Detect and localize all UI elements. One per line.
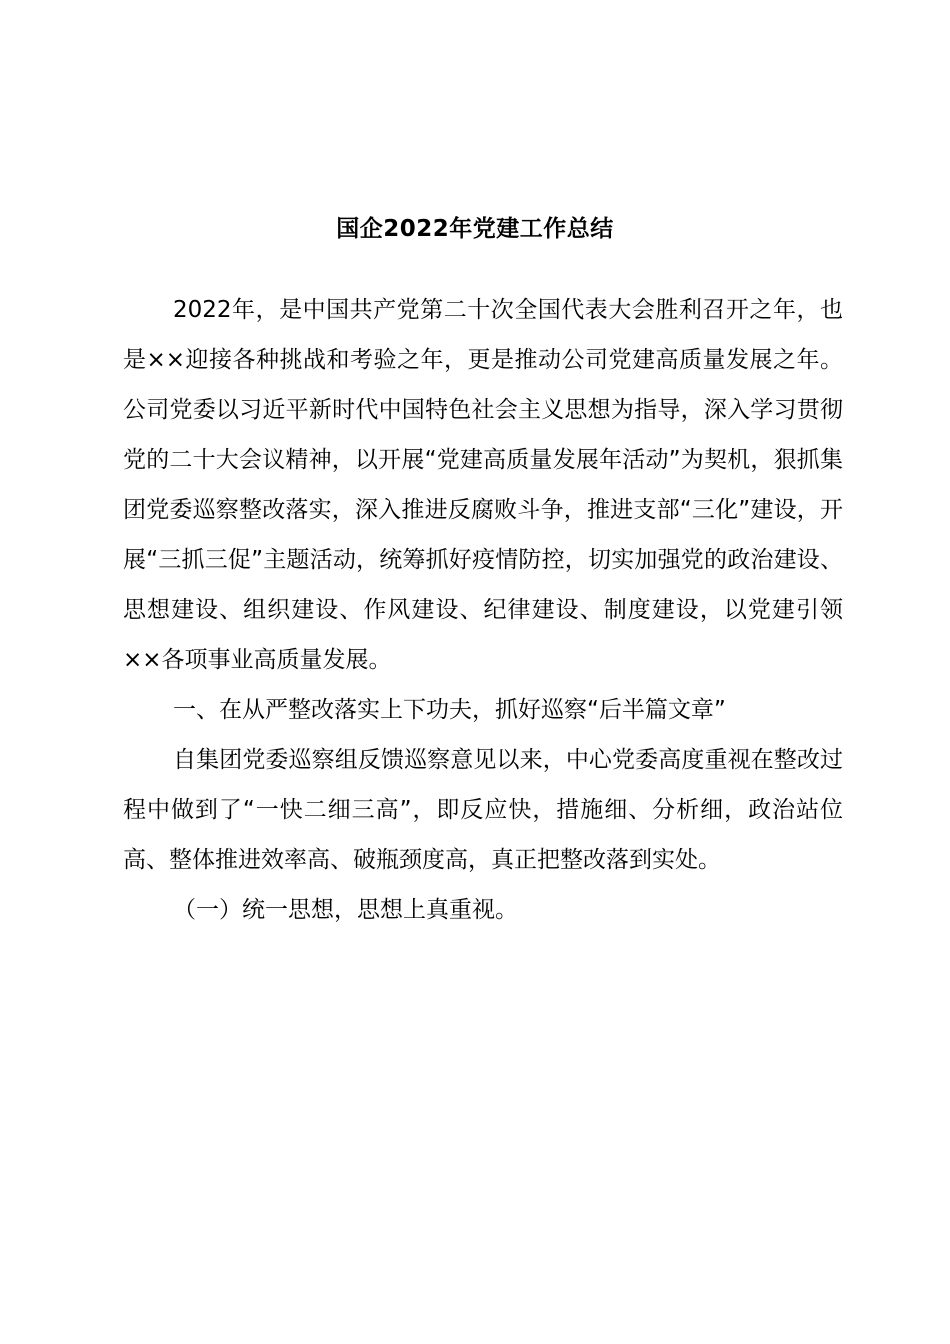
subsection-heading-1: （一）统一思想，思想上真重视。 (173, 897, 518, 923)
document-body (123, 285, 843, 935)
section-heading-1: 一、在从严整改落实上下功夫，抓好巡察“后半篇文章” (173, 697, 726, 723)
intro-paragraph: 2022年，是中国共产党第二十次全国代表大会胜利召开之年，也是××迎接各种挑战和考验之年，更是推动公司党建高质量发展之年。公司党委以习近平新时代中国特色社会主义思想为指导，深入学习贯彻党的二十大会议精神，以开展“党建高质量发展年活动”为契机，狠抓集团党委巡察整改落实，深入推进反腐败斗争，推进支部“三化”建设，开展“三抓三促”主题活动，统筹抓好疫情防控，切实加强党的政治建设、思想建设、组织建设、作风建设、纪律建设、制度建设，以党建引领××各项事业高质量发展。 (123, 297, 843, 673)
section-1-paragraph: 自集团党委巡察组反馈巡察意见以来，中心党委高度重视在整改过程中做到了“一快二细三高”，即反应快，措施细、分析细，政治站位高、整体推进效率高、破瓶颈度高，真正把整改落到实处。 (123, 747, 843, 873)
document-title: 国企2022年党建工作总结 (336, 216, 614, 242)
